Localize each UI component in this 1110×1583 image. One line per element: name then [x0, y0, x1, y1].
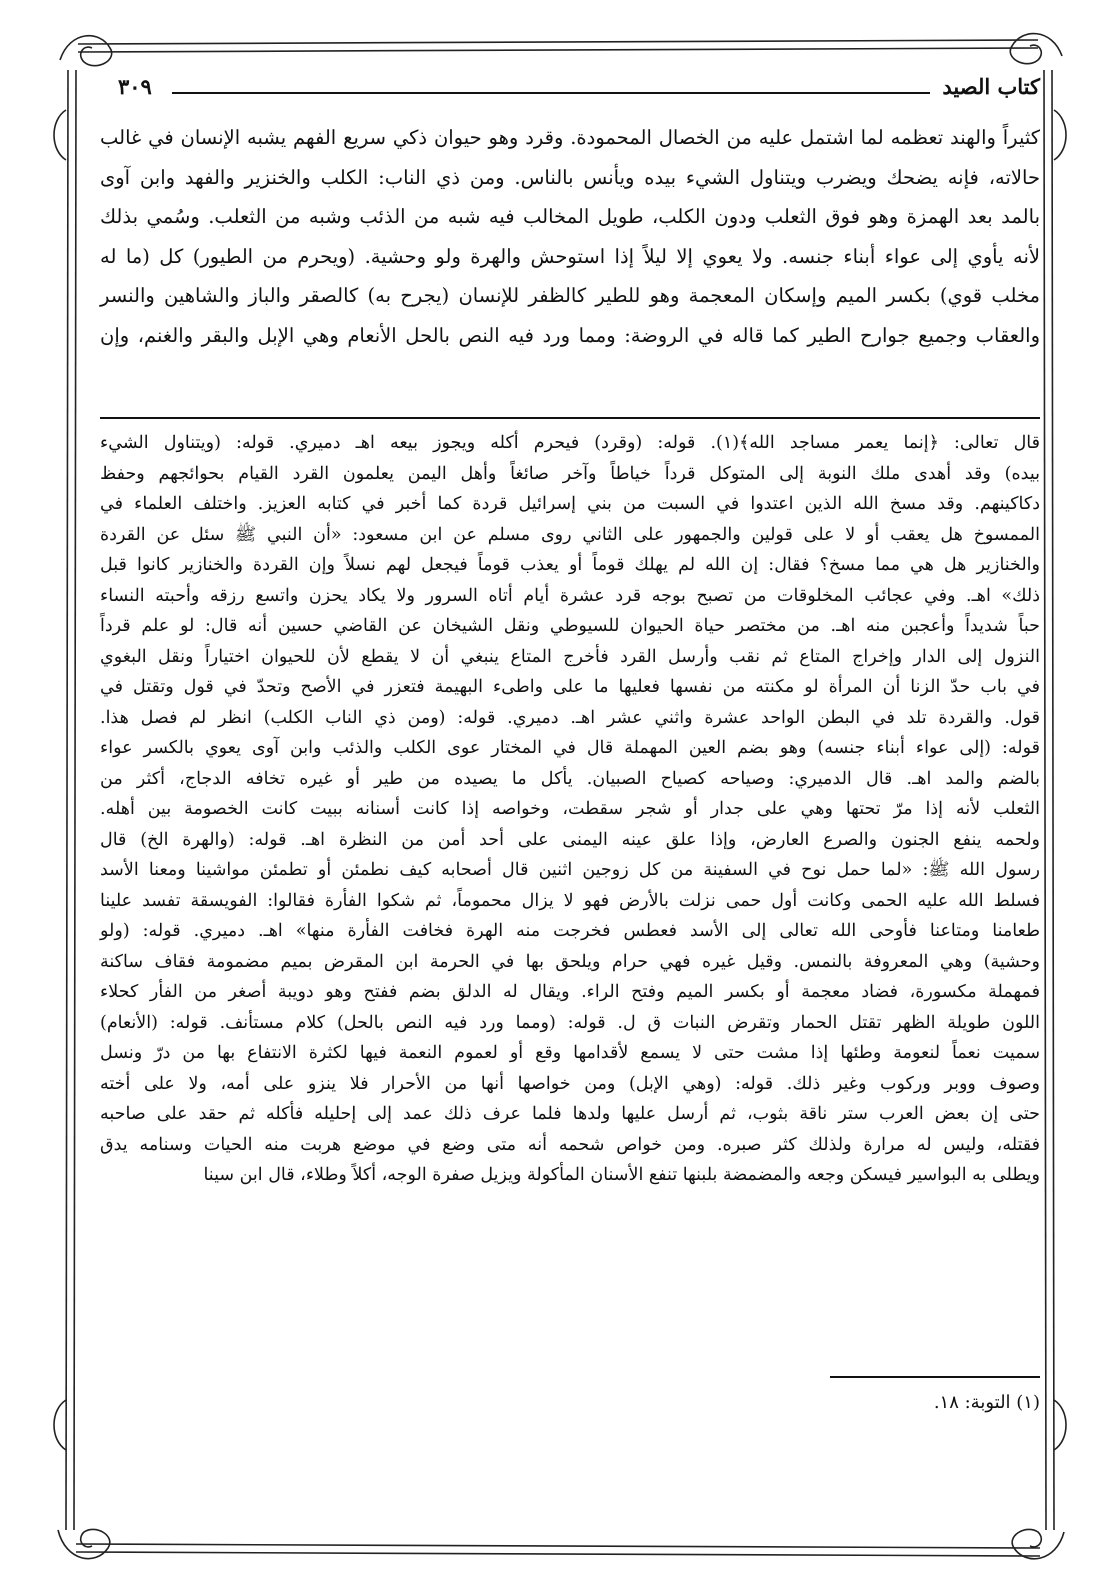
main-line: كثيراً والهند تعظمه لما اشتمل عليه من الخصال المحمودة. وقرد وهو حيوان ذكي سريع الفهم يشبه الإنسان في غالب — [100, 126, 1040, 149]
commentary-line: والخنازير هل هي مما مسخ؟ فقال: إن الله لم يهلك قوماً أو يعذب قوماً فيجعل لهم نسلاً وإن القردة والخنازير كانوا قبل — [100, 555, 1040, 575]
commentary-line: بيده) وقد أهدى ملك النوبة إلى المتوكل قرداً خياطاً وآخر صائغاً وأهل اليمن يعلمون القرد القيام بحوائجهم وحفظ — [100, 463, 1040, 484]
chapter-title: كتاب الصيد — [942, 74, 1040, 99]
commentary-text — [100, 428, 1040, 1191]
commentary-line: فمهملة مكسورة، فضاد معجمة أو بكسر الميم وفتح الراء. ويقال له الدلق بضم ففتح وهو دويبة أصغر من الفأر كحلاء — [100, 982, 1040, 1002]
footnote: (١) التوبة: ١٨. — [933, 1392, 1040, 1413]
commentary-line: النزول إلى الدار وإخراج المتاع ثم نقب وأرسل القرد فأخرج المتاع ينبغي أن لا يقطع لأن للحيوان اختياراً ونقل البغوي — [100, 646, 1040, 667]
commentary-line: ويطلى به البواسير فيسكن وجعه والمضمضة بلبنها تنفع الأسنان المأكولة ويزيل صفرة الوجه، أكلاً وطلاء، قال ابن سينا — [203, 1165, 1040, 1185]
commentary-line: بالضم والمد اهـ. قال الدميري: وصياحه كصياح الصبيان. يأكل ما يصيده من طير أو غيره تخافه الدجاج، أكثر من — [100, 768, 1040, 789]
commentary-line: في باب حدّ الزنا أن المرأة لو مكنته من نفسها فعليها ما على واطىء البهيمة فتعزر في الأصح وتحدّ في قول وتقتل في — [100, 677, 1040, 697]
page-number: ٣٠٩ — [118, 74, 152, 99]
commentary-line: فسلط الله عليه الحمى وكانت أول حمى نزلت بالأرض فهو لا يزال محموماً، ثم شكوا الفأرة فقالوا: الفويسقة تفسد علينا — [100, 890, 1040, 911]
commentary-line: اللون طويلة الظهر تقتل الحمار وتقرض النبات ق ل. قوله: (ومما ورد فيه النص بالحل) كلام مستأنف. قوله: (الأنعام) — [100, 1012, 1040, 1033]
running-header — [100, 74, 1040, 104]
main-text — [100, 118, 1040, 355]
commentary-line: الثعلب لأنه إذا مرّ تحتها وهي على جدار أو شجر سقطت، وخواصه إذا كانت أسنانه ببيت كانت الخصومة بين أهله. — [100, 799, 1040, 819]
commentary-line: دكاكينهم. وقد مسخ الله الذين اعتدوا في السبت من بني إسرائيل قردة كما أخبر في كتابه العزيز. واختلف العلماء في — [100, 494, 1040, 514]
main-line: حالاته، فإنه يضحك ويضرب ويتناول الشيء بيده ويأنس بالناس. ومن ذي الناب: الكلب والخنزير والفهد وابن آوى — [100, 165, 1040, 189]
main-line: والعقاب وجميع جوارح الطير كما قاله في الروضة: ومما ورد فيه النص بالحل الأنعام وهي الإبل والبقر والغنم، وإن — [100, 323, 1040, 347]
commentary-line: قول. والقردة تلد في البطن الواحد عشرة واثني عشر اهـ. دميري. قوله: (ومن ذي الناب الكلب) انظر لم فصل هذا. — [100, 707, 1040, 728]
main-line: بالمد بعد الهمزة وهو فوق الثعلب ودون الكلب، طويل المخالب فيه شبه من الذئب وشبه من الثعلب. وسُمي بذلك — [100, 205, 1040, 228]
commentary-line: طعامنا ومتاعنا فأوحى الله تعالى إلى الأسد فعطس فخرجت منه الهرة فخافت الفأرة منها» اهـ. دميري. قوله: (ولو — [100, 921, 1040, 941]
commentary-line: حتى إن بعض العرب ستر ناقة بثوب، ثم أرسل عليها ولدها فلما عرف ذلك عمد إلى إحليله فأكله ثم حقد على صاحبه — [100, 1104, 1040, 1124]
book-page — [100, 60, 1040, 1540]
main-line: مخلب قوي) بكسر الميم وإسكان المعجمة وهو للطير كالظفر للإنسان (يجرح به) كالصقر والباز والشاهين والنسر — [100, 284, 1040, 307]
commentary-line: فقتله، وليس له مرارة ولذلك كثر صبره. ومن خواص شحمه أنه متى وضع في موضع هربت منه الحيات وسنامه يدق — [100, 1134, 1040, 1155]
commentary-line: حباً شديداً وأعجبن منه اهـ. من مختصر حياة الحيوان للسيوطي ونقل الشيخان عن القاضي حسين أنه قال: لو علم قرداً — [100, 616, 1040, 636]
commentary-line: ولحمه ينفع الجنون والصرع العارض، وإذا علق عينه اليمنى على أحد أمن من النظرة اهـ. قوله: (والهرة الخ) قال — [100, 829, 1040, 850]
commentary-line: الممسوخ هل يعقب أو لا على قولين والجمهور على الثاني روى مسلم عن ابن مسعود: «أن النبي ﷺ سئل عن القردة — [100, 524, 1040, 545]
section-divider — [100, 417, 1040, 419]
commentary-line: ذلك» اهـ. وفي عجائب المخلوقات من تصبح بوجه قرد عشرة أيام أتاه السرور ولا يكاد يحزن واتسع رزقه وأحبته النساء — [100, 585, 1040, 606]
commentary-line: قوله: (إلى عواء أبناء جنسه) وهو بضم العين المهملة قال في المختار عوى الكلب والذئب وابن آوى يعوي بالكسر عواء — [100, 738, 1040, 758]
main-line: لأنه يأوي إلى عواء أبناء جنسه. ولا يعوي إلا ليلاً إذا استوحش والهرة ولو وحشية. (ويحرم من الطيور) كل (ما له — [100, 244, 1040, 268]
footnote-divider — [830, 1376, 1040, 1378]
header-rule — [172, 92, 930, 94]
commentary-line: رسول الله ﷺ: «لما حمل نوح في السفينة من كل زوجين اثنين قال أصحابه كيف نطمئن أو تطمئن مواشينا ومعنا الأسد — [100, 860, 1040, 880]
commentary-line: وحشية) وهي المعروفة بالنمس. وقيل غيره فهي حرام ويلحق بها في الحرمة ابن المقرض بميم مضمومة فقاف ساكنة — [100, 951, 1040, 972]
commentary-line: وصوف ووبر وركوب وغير ذلك. قوله: (وهي الإبل) ومن خواصها أنها من الأحرار فلا ينزو على أمه، ولا على أخته — [100, 1073, 1040, 1094]
commentary-line: قال تعالى: ﴿إنما يعمر مساجد الله﴾(١). قوله: (وقرد) فيحرم أكله ويجوز بيعه اهـ دميري. قوله: (ويتناول الشيء — [100, 433, 1040, 453]
commentary-line: سميت نعماً لنعومة وطئها إذا مشت حتى لا يسمع لأقدامها وقع أو لعموم النعمة فيها لكثرة الانتفاع بها من درّ ونسل — [100, 1043, 1040, 1063]
